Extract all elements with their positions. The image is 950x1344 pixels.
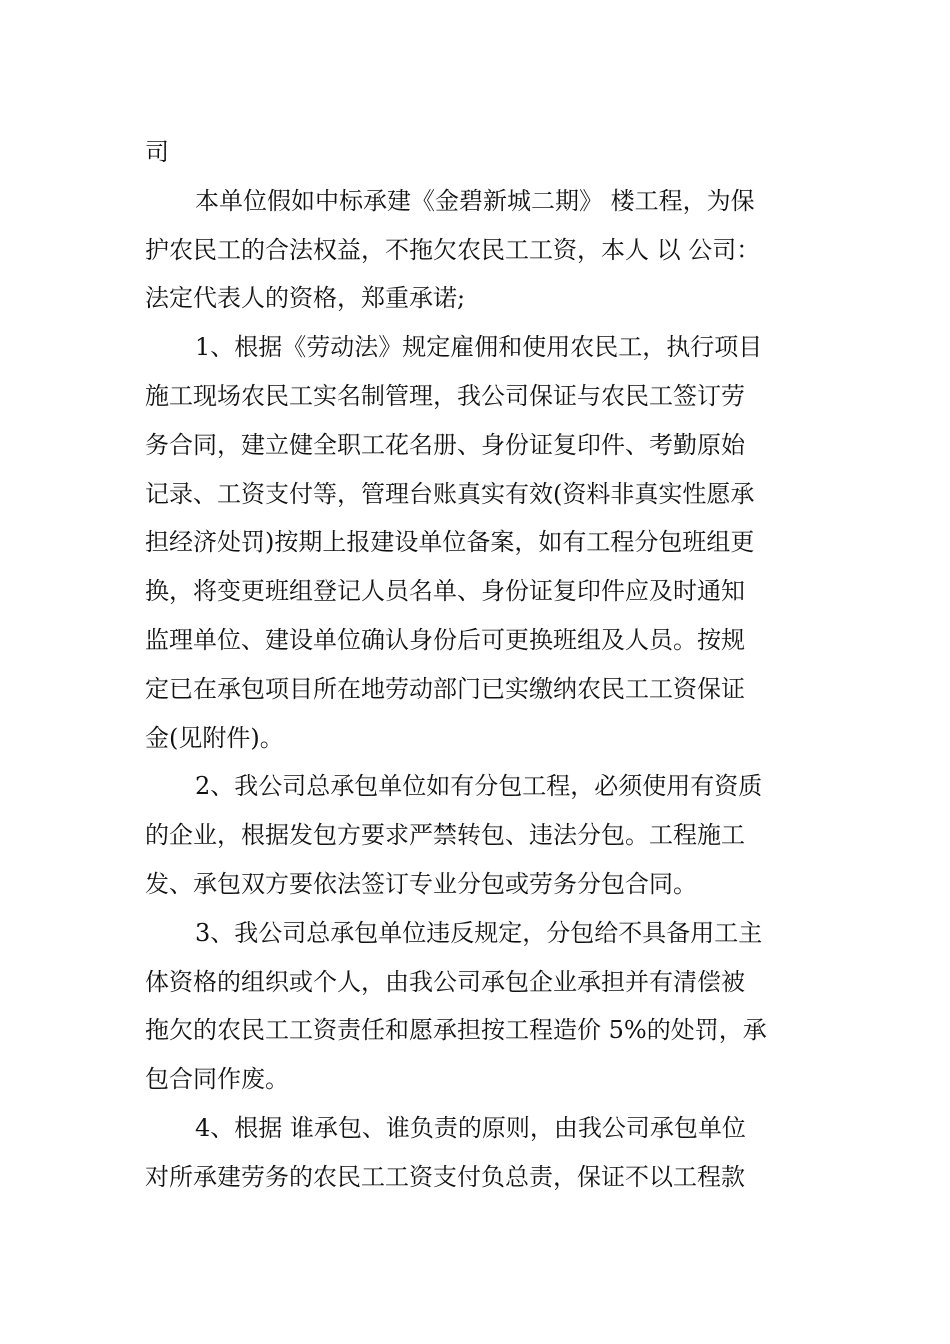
paragraph-line: 担经济处罚)按期上报建设单位备案，如有工程分包班组更	[145, 528, 755, 557]
paragraph-line: 1、根据《劳动法》规定雇佣和使用农民工，执行项目	[195, 333, 763, 362]
paragraph-line: 对所承建劳务的农民工工资支付负总责，保证不以工程款	[145, 1162, 745, 1191]
paragraph-line: 司	[145, 138, 169, 166]
paragraph-line: 拖欠的农民工工资责任和愿承担按工程造价 5%的处罚，承	[145, 1016, 767, 1045]
paragraph-line: 体资格的组织或个人，由我公司承包企业承担并有清偿被	[145, 967, 745, 996]
paragraph-line: 监理单位、建设单位确认身份后可更换班组及人员。按规	[145, 625, 745, 654]
paragraph-line: 包合同作废。	[145, 1065, 289, 1094]
paragraph-line: 发、承包双方要依法签订专业分包或劳务分包合同。	[145, 869, 697, 898]
paragraph-line: 法定代表人的资格，郑重承诺;	[145, 284, 466, 313]
paragraph-line: 务合同，建立健全职工花名册、身份证复印件、考勤原始	[145, 430, 745, 459]
paragraph-line: 3、我公司总承包单位违反规定，分包给不具备用工主	[195, 918, 763, 947]
paragraph-line: 4、根据 谁承包、谁负责的原则，由我公司承包单位	[195, 1113, 746, 1142]
paragraph-line: 施工现场农民工实名制管理，我公司保证与农民工签订劳	[145, 381, 745, 410]
paragraph-line: 换，将变更班组登记人员名单、身份证复印件应及时通知	[145, 577, 745, 606]
paragraph-line: 金(见附件)。	[145, 723, 284, 752]
paragraph-line: 的企业，根据发包方要求严禁转包、违法分包。工程施工	[145, 821, 745, 850]
paragraph-line: 2、我公司总承包单位如有分包工程，必须使用有资质	[195, 772, 763, 801]
paragraph-line: 定已在承包项目所在地劳动部门已实缴纳农民工工资保证	[145, 674, 745, 703]
paragraph-line: 本单位假如中标承建《金碧新城二期》 楼工程，为保	[195, 186, 755, 215]
paragraph-line: 护农民工的合法权益，不拖欠农民工工资，本人 以 公司：	[145, 235, 761, 264]
paragraph-line: 记录、工资支付等，管理台账真实有效(资料非真实性愿承	[145, 479, 755, 508]
document-body	[145, 128, 810, 1202]
